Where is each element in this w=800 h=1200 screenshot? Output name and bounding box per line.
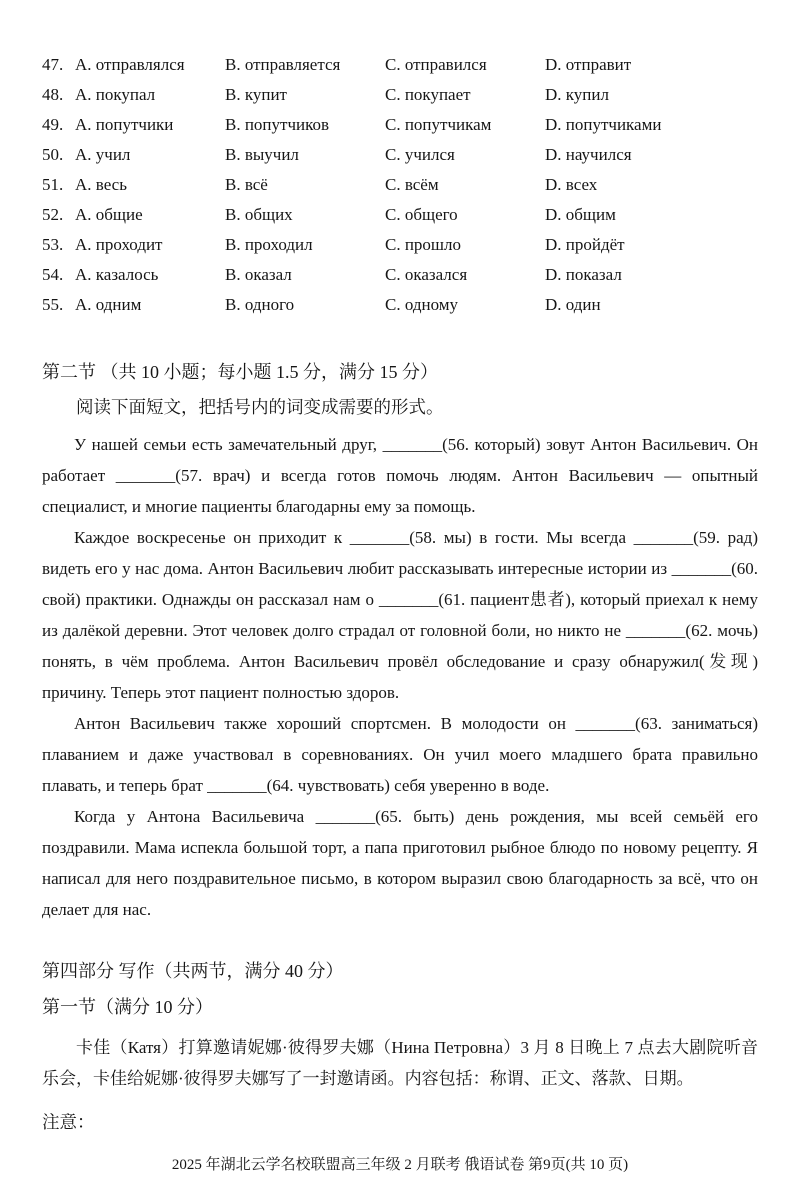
question-number: 50.: [42, 145, 64, 164]
option-b: B. всё: [225, 175, 268, 194]
mc-question-row: [42, 50, 758, 80]
option-a: A. казалось: [75, 265, 159, 284]
mc-question-row: [42, 80, 758, 110]
option-a: A. отправлялся: [75, 55, 185, 74]
option-b: B. одного: [225, 295, 295, 314]
question-number: 54.: [42, 265, 64, 284]
option-a: A. проходит: [75, 235, 163, 254]
mc-question-row: [42, 140, 758, 170]
cloze-passage: [42, 429, 758, 925]
part4-section1-header: 第一节（满分 10 分）: [42, 997, 213, 1017]
option-c: C. оказался: [385, 265, 468, 284]
multiple-choice-block: [42, 50, 758, 320]
option-b: B. общих: [225, 205, 293, 224]
option-b: B. отправляется: [225, 55, 341, 74]
option-c: C. общего: [385, 205, 458, 224]
passage-paragraph: Антон Васильевич также хороший спортсмен. В молодости он _______(63. заниматься) плаванием и даже участвовал в соревнованиях. Он учил моего младшего брата правильно плавать, и теперь брат _______(64. чувствовать) себя уверенно в воде.: [42, 714, 758, 795]
section2-instruction: 阅读下面短文，把括号内的词变成需要的形式。: [76, 397, 444, 417]
option-d: D. показал: [545, 265, 622, 284]
mc-question-row: [42, 110, 758, 140]
question-number: 53.: [42, 235, 64, 254]
passage-paragraph: Когда у Антона Васильевича _______(65. быть) день рождения, мы всей семьёй его поздравили. Мама испекла большой торт, а папа приготовил рыбное блюдо по новому рецепту. Я написал для него поздравительное письмо, в котором выразил свою благодарность за всё, что он делает для нас.: [42, 807, 758, 919]
writing-prompt: 卡佳（Катя）打算邀请妮娜·彼得罗夫娜（Нина Петровна）3 月 8 日晚上 7 点去大剧院听音乐会，卡佳给妮娜·彼得罗夫娜写了一封邀请函。内容包括：称谓、正文、落款、日期。: [42, 1038, 758, 1088]
option-d: D. купил: [545, 85, 609, 104]
option-c: C. прошло: [385, 235, 462, 254]
page-footer: 2025 年湖北云学名校联盟高三年级 2 月联考 俄语试卷 第9页(共 10 页): [171, 1157, 629, 1173]
option-a: A. покупал: [75, 85, 156, 104]
option-d: D. научился: [545, 145, 632, 164]
section2-header: 第二节 （共 10 小题；每小题 1.5 分，满分 15 分）: [42, 362, 438, 382]
option-a: A. попутчики: [75, 115, 174, 134]
question-number: 52.: [42, 205, 64, 224]
option-c: C. одному: [385, 295, 459, 314]
question-number: 47.: [42, 55, 64, 74]
question-number: 49.: [42, 115, 64, 134]
option-b: B. проходил: [225, 235, 313, 254]
question-number: 55.: [42, 295, 64, 314]
option-d: D. один: [545, 295, 601, 314]
option-c: C. отправился: [385, 55, 487, 74]
option-b: B. купит: [225, 85, 287, 104]
mc-question-row: [42, 290, 758, 320]
option-d: D. отправит: [545, 55, 632, 74]
mc-question-row: [42, 230, 758, 260]
note-label: 注意：: [42, 1112, 95, 1132]
option-d: D. общим: [545, 205, 616, 224]
option-a: A. одним: [75, 295, 142, 314]
option-b: B. оказал: [225, 265, 292, 284]
option-c: C. покупает: [385, 85, 471, 104]
option-c: C. попутчикам: [385, 115, 492, 134]
option-b: B. попутчиков: [225, 115, 330, 134]
option-c: C. всём: [385, 175, 439, 194]
option-d: D. пройдёт: [545, 235, 625, 254]
question-number: 51.: [42, 175, 64, 194]
passage-paragraph: У нашей семьи есть замечательный друг, _______(56. который) зовут Антон Васильевич. Он работает _______(57. врач) и всегда готов помочь людям. Антон Васильевич — опытный специалист, и многие пациенты благодарны ему за помощь.: [42, 435, 758, 516]
mc-question-row: [42, 170, 758, 200]
mc-question-row: [42, 200, 758, 230]
option-d: D. попутчиками: [545, 115, 662, 134]
option-c: C. учился: [385, 145, 455, 164]
passage-paragraph: Каждое воскресенье он приходит к _______(58. мы) в гости. Мы всегда _______(59. рад) видеть его у нас дома. Антон Васильевич любит рассказывать интересные истории из _______(60. свой) практики. Однажды он рассказал нам о _______(61. пациент患者), который приехал к нему из далёкой деревни. Этот человек долго страдал от головной боли, но никто не _______(62. мочь) понять, в чём проблема. Антон Васильевич провёл обследование и сразу обнаружил(发现) причину. Теперь этот пациент полностью здоров.: [42, 528, 758, 702]
option-b: B. выучил: [225, 145, 299, 164]
option-d: D. всех: [545, 175, 598, 194]
part4-header: 第四部分 写作（共两节，满分 40 分）: [42, 961, 344, 981]
question-number: 48.: [42, 85, 64, 104]
option-a: A. весь: [75, 175, 127, 194]
option-a: A. учил: [75, 145, 131, 164]
mc-question-row: [42, 260, 758, 290]
option-a: A. общие: [75, 205, 143, 224]
